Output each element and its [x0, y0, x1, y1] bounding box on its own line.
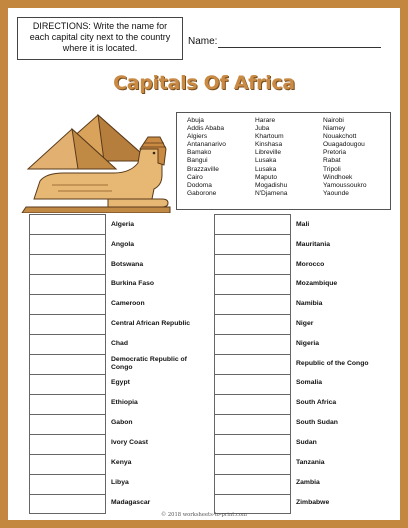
- country-label: Ethiopia: [111, 399, 138, 406]
- word-bank-item: Maputo: [255, 173, 277, 181]
- word-bank-column-3: [323, 117, 367, 198]
- country-label: Egypt: [111, 379, 130, 386]
- country-label: Madagascar: [111, 499, 151, 506]
- word-bank-item: Lusaka: [255, 165, 277, 173]
- word-bank-item: Abuja: [187, 117, 204, 124]
- word-bank-item: Algiers: [187, 133, 208, 141]
- answer-blank[interactable]: [214, 454, 291, 474]
- name-input-line[interactable]: [218, 47, 381, 48]
- answer-blank[interactable]: [214, 334, 291, 354]
- country-label: Mali: [296, 221, 310, 228]
- country-label: South Sudan: [296, 419, 338, 426]
- country-label: Somalia: [296, 379, 323, 386]
- word-bank-item: Antananarivo: [187, 141, 226, 149]
- word-bank-item: Bangui: [187, 157, 208, 165]
- country-label: Republic of the Congo: [296, 360, 369, 367]
- word-bank-item: Libreville: [255, 149, 282, 157]
- page-title: Capitals Of Africa: [113, 72, 295, 94]
- answer-blank[interactable]: [29, 234, 106, 254]
- word-bank-column-1: [187, 117, 226, 198]
- word-bank-item: Addis Ababa: [187, 125, 225, 133]
- country-label: Mauritania: [296, 241, 330, 248]
- answer-blank[interactable]: [29, 434, 106, 454]
- country-label: Gabon: [111, 419, 133, 426]
- country-label: Nigeria: [296, 340, 320, 347]
- country-label: Algeria: [111, 221, 135, 228]
- country-label: Ivory Coast: [111, 439, 149, 446]
- directions-box: DIRECTIONS: Write the name for each capital city next to the country where it is located.: [17, 17, 183, 60]
- word-bank-item: Rabat: [323, 157, 341, 165]
- word-bank: [176, 112, 391, 210]
- word-bank-item: Cairo: [187, 173, 203, 181]
- country-label: Zimbabwe: [296, 499, 330, 506]
- country-label: Sudan: [296, 439, 317, 446]
- word-bank-item: Pretoria: [323, 149, 347, 157]
- answer-blank[interactable]: [214, 374, 291, 394]
- answer-blank[interactable]: [214, 294, 291, 314]
- word-bank-item: Nouakchott: [323, 133, 357, 141]
- answer-blank[interactable]: [214, 434, 291, 454]
- answer-blank[interactable]: [29, 294, 106, 314]
- country-label: Cameroon: [111, 300, 145, 307]
- word-bank-item: Kinshasa: [255, 141, 283, 149]
- answer-blank[interactable]: [214, 234, 291, 254]
- answer-blank[interactable]: [214, 214, 291, 234]
- name-label: Name:: [188, 36, 218, 47]
- country-label: Niger: [296, 320, 314, 327]
- copyright-footer: © 2018 worksheets-to-print.com: [161, 512, 247, 518]
- answer-blank[interactable]: [214, 314, 291, 334]
- country-label: Burkina Faso: [111, 280, 155, 287]
- answer-blank[interactable]: [29, 474, 106, 494]
- word-bank-item: Ouagadougou: [323, 141, 365, 149]
- word-bank-item: Khartoum: [255, 133, 284, 141]
- word-bank-column-2: [255, 117, 287, 198]
- answer-blank[interactable]: [214, 414, 291, 434]
- country-label: Libya: [111, 479, 129, 486]
- answer-blank[interactable]: [29, 214, 106, 234]
- answer-blank[interactable]: [214, 494, 291, 514]
- country-label: Zambia: [296, 479, 320, 486]
- answer-blank[interactable]: [214, 354, 291, 374]
- country-label: Democratic Republic of Congo: [111, 356, 187, 371]
- answer-blank[interactable]: [29, 414, 106, 434]
- word-bank-item: Juba: [255, 125, 270, 133]
- country-label: South Africa: [296, 399, 337, 406]
- sphinx-pyramid-illustration: [12, 103, 172, 213]
- country-label: Chad: [111, 340, 128, 347]
- word-bank-item: Bamako: [187, 149, 212, 157]
- word-bank-item: Yamoussoukro: [323, 181, 367, 189]
- answer-blank[interactable]: [214, 274, 291, 294]
- word-bank-item: N'Djamena: [255, 189, 288, 197]
- word-bank-item: Brazzaville: [187, 165, 219, 173]
- country-label: Angola: [111, 241, 135, 248]
- answer-blank[interactable]: [29, 374, 106, 394]
- answer-blank[interactable]: [29, 334, 106, 354]
- word-bank-item: Dodoma: [187, 181, 212, 189]
- country-label: Central African Republic: [111, 320, 191, 327]
- country-label: Morocco: [296, 261, 325, 268]
- country-label: Namibia: [296, 300, 323, 307]
- answer-blank[interactable]: [214, 254, 291, 274]
- country-label: Tanzania: [296, 459, 325, 466]
- answer-blank[interactable]: [29, 314, 106, 334]
- word-bank-item: Gaborone: [187, 189, 217, 197]
- word-bank-item: Tripoli: [323, 165, 341, 173]
- answer-blank[interactable]: [29, 394, 106, 414]
- word-bank-item: Nairobi: [323, 117, 344, 124]
- answer-blank[interactable]: [29, 254, 106, 274]
- word-bank-item: Lusaka: [255, 157, 277, 165]
- country-label: Mozambique: [296, 280, 338, 287]
- answer-blank[interactable]: [29, 274, 106, 294]
- word-bank-item: Niamey: [323, 125, 346, 133]
- answer-blank[interactable]: [214, 474, 291, 494]
- answer-blank[interactable]: [29, 494, 106, 514]
- word-bank-item: Harare: [255, 117, 276, 124]
- answer-blank[interactable]: [214, 394, 291, 414]
- answer-blank[interactable]: [29, 454, 106, 474]
- word-bank-item: Windhoek: [323, 173, 353, 181]
- country-label: Kenya: [111, 459, 132, 466]
- answer-blank[interactable]: [29, 354, 106, 374]
- country-label: Botswana: [111, 261, 144, 268]
- word-bank-item: Mogadishu: [255, 181, 288, 189]
- worksheet-page: [8, 8, 400, 520]
- word-bank-item: Yaounde: [323, 189, 349, 197]
